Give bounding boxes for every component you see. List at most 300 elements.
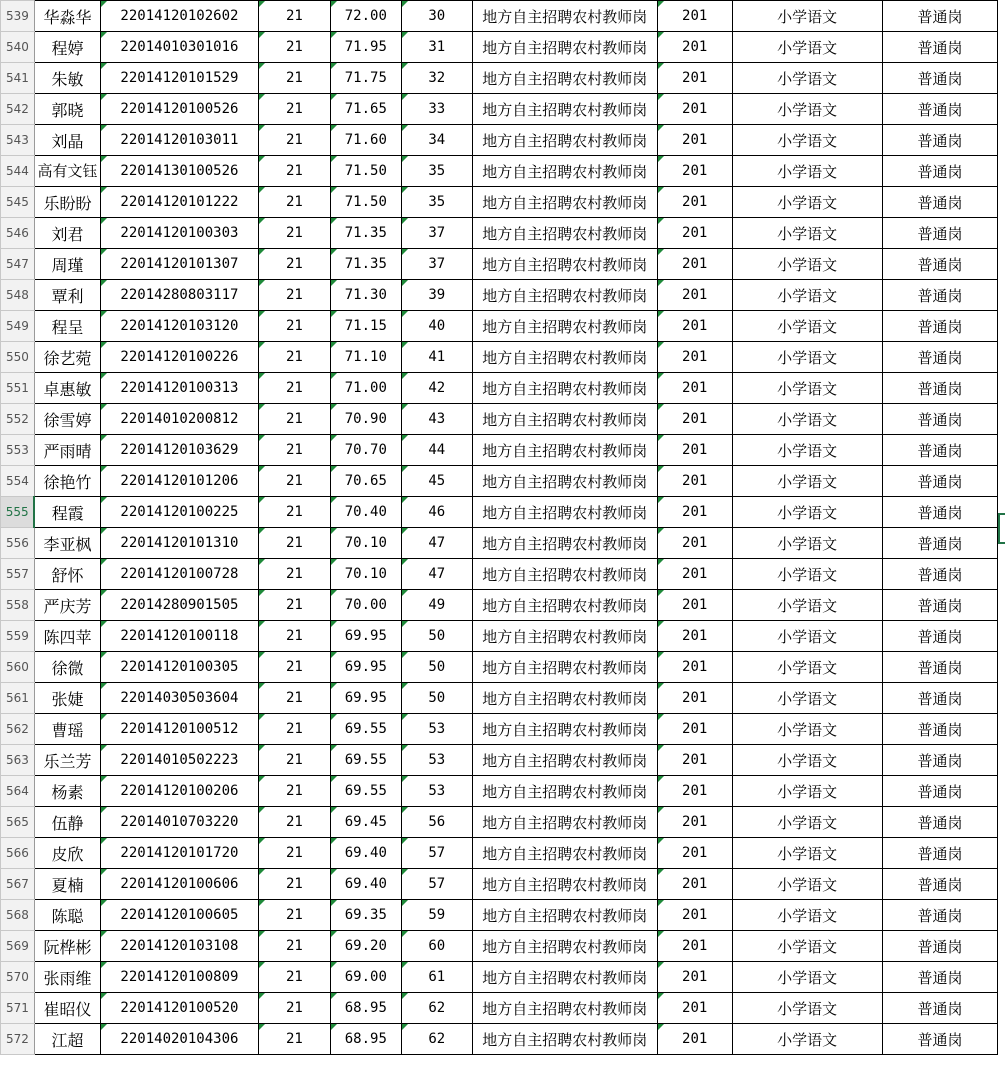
name-cell[interactable]: 严庆芳	[34, 590, 100, 621]
subject-cell[interactable]: 小学语文	[732, 869, 882, 900]
subject-cell[interactable]: 小学语文	[732, 94, 882, 125]
next-column-cell[interactable]	[998, 683, 1005, 714]
count-cell[interactable]: 21	[258, 528, 330, 559]
row-header[interactable]: 539	[1, 1, 35, 32]
exam-id-cell[interactable]: 22014120103629	[100, 435, 258, 466]
subject-cell[interactable]: 小学语文	[732, 218, 882, 249]
name-cell[interactable]: 张雨维	[34, 962, 100, 993]
post-cell[interactable]: 地方自主招聘农村教师岗	[472, 1024, 657, 1055]
count-cell[interactable]: 21	[258, 590, 330, 621]
post-type-cell[interactable]: 普通岗	[882, 218, 998, 249]
post-cell[interactable]: 地方自主招聘农村教师岗	[472, 497, 657, 528]
exam-id-cell[interactable]: 22014010703220	[100, 807, 258, 838]
rank-cell[interactable]: 41	[401, 342, 472, 373]
score-cell[interactable]: 69.95	[330, 621, 401, 652]
next-column-cell[interactable]	[998, 435, 1005, 466]
exam-id-cell[interactable]: 22014120100226	[100, 342, 258, 373]
post-code-cell[interactable]: 201	[657, 1024, 732, 1055]
post-type-cell[interactable]: 普通岗	[882, 125, 998, 156]
subject-cell[interactable]: 小学语文	[732, 807, 882, 838]
name-cell[interactable]: 覃利	[34, 280, 100, 311]
post-type-cell[interactable]: 普通岗	[882, 435, 998, 466]
count-cell[interactable]: 21	[258, 311, 330, 342]
post-cell[interactable]: 地方自主招聘农村教师岗	[472, 249, 657, 280]
rank-cell[interactable]: 60	[401, 931, 472, 962]
name-cell[interactable]: 徐微	[34, 652, 100, 683]
post-cell[interactable]: 地方自主招聘农村教师岗	[472, 404, 657, 435]
post-cell[interactable]: 地方自主招聘农村教师岗	[472, 373, 657, 404]
name-cell[interactable]: 朱敏	[34, 63, 100, 94]
next-column-cell[interactable]	[998, 342, 1005, 373]
post-type-cell[interactable]: 普通岗	[882, 559, 998, 590]
subject-cell[interactable]: 小学语文	[732, 900, 882, 931]
score-cell[interactable]: 71.30	[330, 280, 401, 311]
exam-id-cell[interactable]: 22014120101222	[100, 187, 258, 218]
post-code-cell[interactable]: 201	[657, 497, 732, 528]
score-cell[interactable]: 71.50	[330, 156, 401, 187]
subject-cell[interactable]: 小学语文	[732, 745, 882, 776]
name-cell[interactable]: 崔昭仪	[34, 993, 100, 1024]
rank-cell[interactable]: 46	[401, 497, 472, 528]
exam-id-cell[interactable]: 22014120101206	[100, 466, 258, 497]
row-header[interactable]: 567	[1, 869, 35, 900]
exam-id-cell[interactable]: 22014280901505	[100, 590, 258, 621]
post-cell[interactable]: 地方自主招聘农村教师岗	[472, 652, 657, 683]
rank-cell[interactable]: 44	[401, 435, 472, 466]
count-cell[interactable]: 21	[258, 745, 330, 776]
next-column-cell[interactable]	[998, 776, 1005, 807]
post-code-cell[interactable]: 201	[657, 63, 732, 94]
score-cell[interactable]: 71.60	[330, 125, 401, 156]
exam-id-cell[interactable]: 22014120100728	[100, 559, 258, 590]
name-cell[interactable]: 杨素	[34, 776, 100, 807]
post-code-cell[interactable]: 201	[657, 156, 732, 187]
post-code-cell[interactable]: 201	[657, 466, 732, 497]
post-code-cell[interactable]: 201	[657, 590, 732, 621]
post-type-cell[interactable]: 普通岗	[882, 187, 998, 218]
post-type-cell[interactable]: 普通岗	[882, 962, 998, 993]
post-code-cell[interactable]: 201	[657, 125, 732, 156]
next-column-cell[interactable]	[998, 869, 1005, 900]
count-cell[interactable]: 21	[258, 435, 330, 466]
post-cell[interactable]: 地方自主招聘农村教师岗	[472, 94, 657, 125]
post-cell[interactable]: 地方自主招聘农村教师岗	[472, 156, 657, 187]
exam-id-cell[interactable]: 22014120100305	[100, 652, 258, 683]
row-header[interactable]: 571	[1, 993, 35, 1024]
exam-id-cell[interactable]: 22014120101720	[100, 838, 258, 869]
score-cell[interactable]: 69.55	[330, 745, 401, 776]
count-cell[interactable]: 21	[258, 218, 330, 249]
count-cell[interactable]: 21	[258, 156, 330, 187]
name-cell[interactable]: 周瑾	[34, 249, 100, 280]
subject-cell[interactable]: 小学语文	[732, 838, 882, 869]
post-code-cell[interactable]: 201	[657, 993, 732, 1024]
count-cell[interactable]: 21	[258, 249, 330, 280]
post-code-cell[interactable]: 201	[657, 962, 732, 993]
post-cell[interactable]: 地方自主招聘农村教师岗	[472, 869, 657, 900]
count-cell[interactable]: 21	[258, 962, 330, 993]
next-column-cell[interactable]	[998, 993, 1005, 1024]
rank-cell[interactable]: 56	[401, 807, 472, 838]
post-code-cell[interactable]: 201	[657, 404, 732, 435]
score-cell[interactable]: 69.40	[330, 869, 401, 900]
exam-id-cell[interactable]: 22014120100118	[100, 621, 258, 652]
rank-cell[interactable]: 62	[401, 1024, 472, 1055]
post-code-cell[interactable]: 201	[657, 218, 732, 249]
rank-cell[interactable]: 35	[401, 156, 472, 187]
score-cell[interactable]: 69.35	[330, 900, 401, 931]
score-cell[interactable]: 70.65	[330, 466, 401, 497]
score-cell[interactable]: 70.00	[330, 590, 401, 621]
post-type-cell[interactable]: 普通岗	[882, 528, 998, 559]
next-column-cell[interactable]	[998, 125, 1005, 156]
name-cell[interactable]: 华淼华	[34, 1, 100, 32]
rank-cell[interactable]: 45	[401, 466, 472, 497]
subject-cell[interactable]: 小学语文	[732, 528, 882, 559]
exam-id-cell[interactable]: 22014010200812	[100, 404, 258, 435]
post-code-cell[interactable]: 201	[657, 1, 732, 32]
subject-cell[interactable]: 小学语文	[732, 1024, 882, 1055]
next-column-cell[interactable]	[998, 280, 1005, 311]
rank-cell[interactable]: 50	[401, 683, 472, 714]
subject-cell[interactable]: 小学语文	[732, 931, 882, 962]
name-cell[interactable]: 江超	[34, 1024, 100, 1055]
name-cell[interactable]: 陈聪	[34, 900, 100, 931]
next-column-cell[interactable]	[998, 156, 1005, 187]
score-cell[interactable]: 71.50	[330, 187, 401, 218]
count-cell[interactable]: 21	[258, 187, 330, 218]
post-code-cell[interactable]: 201	[657, 807, 732, 838]
name-cell[interactable]: 舒怀	[34, 559, 100, 590]
count-cell[interactable]: 21	[258, 32, 330, 63]
exam-id-cell[interactable]: 22014120100809	[100, 962, 258, 993]
score-cell[interactable]: 71.65	[330, 94, 401, 125]
post-type-cell[interactable]: 普通岗	[882, 714, 998, 745]
rank-cell[interactable]: 33	[401, 94, 472, 125]
post-type-cell[interactable]: 普通岗	[882, 404, 998, 435]
row-header[interactable]: 563	[1, 745, 35, 776]
post-type-cell[interactable]: 普通岗	[882, 869, 998, 900]
post-code-cell[interactable]: 201	[657, 621, 732, 652]
count-cell[interactable]: 21	[258, 776, 330, 807]
subject-cell[interactable]: 小学语文	[732, 435, 882, 466]
post-type-cell[interactable]: 普通岗	[882, 249, 998, 280]
name-cell[interactable]: 阮桦彬	[34, 931, 100, 962]
row-header[interactable]: 543	[1, 125, 35, 156]
post-cell[interactable]: 地方自主招聘农村教师岗	[472, 745, 657, 776]
score-cell[interactable]: 70.70	[330, 435, 401, 466]
subject-cell[interactable]: 小学语文	[732, 962, 882, 993]
count-cell[interactable]: 21	[258, 993, 330, 1024]
count-cell[interactable]: 21	[258, 652, 330, 683]
next-column-cell[interactable]	[998, 652, 1005, 683]
score-cell[interactable]: 71.00	[330, 373, 401, 404]
subject-cell[interactable]: 小学语文	[732, 311, 882, 342]
row-header[interactable]: 553	[1, 435, 35, 466]
subject-cell[interactable]: 小学语文	[732, 32, 882, 63]
score-cell[interactable]: 69.20	[330, 931, 401, 962]
post-code-cell[interactable]: 201	[657, 94, 732, 125]
post-cell[interactable]: 地方自主招聘农村教师岗	[472, 466, 657, 497]
post-type-cell[interactable]: 普通岗	[882, 838, 998, 869]
name-cell[interactable]: 陈四苹	[34, 621, 100, 652]
exam-id-cell[interactable]: 22014120101529	[100, 63, 258, 94]
row-header[interactable]: 542	[1, 94, 35, 125]
row-header[interactable]: 550	[1, 342, 35, 373]
post-cell[interactable]: 地方自主招聘农村教师岗	[472, 32, 657, 63]
subject-cell[interactable]: 小学语文	[732, 1, 882, 32]
exam-id-cell[interactable]: 22014120103108	[100, 931, 258, 962]
row-header[interactable]: 561	[1, 683, 35, 714]
post-type-cell[interactable]: 普通岗	[882, 683, 998, 714]
next-column-cell[interactable]	[998, 373, 1005, 404]
exam-id-cell[interactable]: 22014020104306	[100, 1024, 258, 1055]
name-cell[interactable]: 徐雪婷	[34, 404, 100, 435]
post-type-cell[interactable]: 普通岗	[882, 807, 998, 838]
name-cell[interactable]: 程霞	[34, 497, 100, 528]
score-cell[interactable]: 71.35	[330, 218, 401, 249]
row-header[interactable]: 546	[1, 218, 35, 249]
rank-cell[interactable]: 59	[401, 900, 472, 931]
row-header[interactable]: 557	[1, 559, 35, 590]
post-code-cell[interactable]: 201	[657, 528, 732, 559]
row-header[interactable]: 549	[1, 311, 35, 342]
rank-cell[interactable]: 62	[401, 993, 472, 1024]
exam-id-cell[interactable]: 22014010301016	[100, 32, 258, 63]
next-column-cell[interactable]	[998, 559, 1005, 590]
score-cell[interactable]: 69.55	[330, 714, 401, 745]
post-code-cell[interactable]: 201	[657, 559, 732, 590]
rank-cell[interactable]: 34	[401, 125, 472, 156]
next-column-cell[interactable]	[998, 187, 1005, 218]
post-cell[interactable]: 地方自主招聘农村教师岗	[472, 125, 657, 156]
post-cell[interactable]: 地方自主招聘农村教师岗	[472, 559, 657, 590]
post-code-cell[interactable]: 201	[657, 187, 732, 218]
count-cell[interactable]: 21	[258, 559, 330, 590]
post-type-cell[interactable]: 普通岗	[882, 590, 998, 621]
exam-id-cell[interactable]: 22014120100313	[100, 373, 258, 404]
score-cell[interactable]: 68.95	[330, 993, 401, 1024]
count-cell[interactable]: 21	[258, 869, 330, 900]
rank-cell[interactable]: 53	[401, 776, 472, 807]
rank-cell[interactable]: 50	[401, 652, 472, 683]
name-cell[interactable]: 刘晶	[34, 125, 100, 156]
row-header[interactable]: 565	[1, 807, 35, 838]
exam-id-cell[interactable]: 22014120103011	[100, 125, 258, 156]
subject-cell[interactable]: 小学语文	[732, 404, 882, 435]
exam-id-cell[interactable]: 22014120100606	[100, 869, 258, 900]
rank-cell[interactable]: 53	[401, 714, 472, 745]
post-type-cell[interactable]: 普通岗	[882, 931, 998, 962]
count-cell[interactable]: 21	[258, 342, 330, 373]
row-header[interactable]: 562	[1, 714, 35, 745]
post-cell[interactable]: 地方自主招聘农村教师岗	[472, 900, 657, 931]
post-cell[interactable]: 地方自主招聘农村教师岗	[472, 776, 657, 807]
score-cell[interactable]: 70.90	[330, 404, 401, 435]
rank-cell[interactable]: 57	[401, 869, 472, 900]
score-cell[interactable]: 71.35	[330, 249, 401, 280]
row-header[interactable]: 552	[1, 404, 35, 435]
count-cell[interactable]: 21	[258, 900, 330, 931]
row-header[interactable]: 548	[1, 280, 35, 311]
count-cell[interactable]: 21	[258, 404, 330, 435]
post-type-cell[interactable]: 普通岗	[882, 993, 998, 1024]
score-cell[interactable]: 69.95	[330, 683, 401, 714]
next-column-cell[interactable]	[998, 745, 1005, 776]
subject-cell[interactable]: 小学语文	[732, 373, 882, 404]
post-type-cell[interactable]: 普通岗	[882, 900, 998, 931]
subject-cell[interactable]: 小学语文	[732, 590, 882, 621]
next-column-cell[interactable]	[998, 94, 1005, 125]
name-cell[interactable]: 曹瑶	[34, 714, 100, 745]
post-cell[interactable]: 地方自主招聘农村教师岗	[472, 683, 657, 714]
next-column-cell[interactable]	[998, 249, 1005, 280]
row-header[interactable]: 554	[1, 466, 35, 497]
post-type-cell[interactable]: 普通岗	[882, 373, 998, 404]
subject-cell[interactable]: 小学语文	[732, 497, 882, 528]
rank-cell[interactable]: 53	[401, 745, 472, 776]
exam-id-cell[interactable]: 22014120100526	[100, 94, 258, 125]
post-code-cell[interactable]: 201	[657, 714, 732, 745]
post-cell[interactable]: 地方自主招聘农村教师岗	[472, 528, 657, 559]
post-code-cell[interactable]: 201	[657, 32, 732, 63]
exam-id-cell[interactable]: 22014120102602	[100, 1, 258, 32]
score-cell[interactable]: 69.95	[330, 652, 401, 683]
row-header[interactable]: 556	[1, 528, 35, 559]
subject-cell[interactable]: 小学语文	[732, 559, 882, 590]
post-cell[interactable]: 地方自主招聘农村教师岗	[472, 187, 657, 218]
subject-cell[interactable]: 小学语文	[732, 187, 882, 218]
count-cell[interactable]: 21	[258, 714, 330, 745]
name-cell[interactable]: 刘君	[34, 218, 100, 249]
post-type-cell[interactable]: 普通岗	[882, 745, 998, 776]
score-cell[interactable]: 70.40	[330, 497, 401, 528]
rank-cell[interactable]: 31	[401, 32, 472, 63]
rank-cell[interactable]: 50	[401, 621, 472, 652]
exam-id-cell[interactable]: 22014120100225	[100, 497, 258, 528]
count-cell[interactable]: 21	[258, 94, 330, 125]
exam-id-cell[interactable]: 22014010502223	[100, 745, 258, 776]
name-cell[interactable]: 郭晓	[34, 94, 100, 125]
rank-cell[interactable]: 37	[401, 249, 472, 280]
post-code-cell[interactable]: 201	[657, 838, 732, 869]
row-header[interactable]: 570	[1, 962, 35, 993]
subject-cell[interactable]: 小学语文	[732, 621, 882, 652]
rank-cell[interactable]: 37	[401, 218, 472, 249]
row-header[interactable]: 572	[1, 1024, 35, 1055]
next-column-cell[interactable]	[998, 404, 1005, 435]
post-code-cell[interactable]: 201	[657, 683, 732, 714]
post-type-cell[interactable]: 普通岗	[882, 1, 998, 32]
count-cell[interactable]: 21	[258, 807, 330, 838]
subject-cell[interactable]: 小学语文	[732, 466, 882, 497]
rank-cell[interactable]: 57	[401, 838, 472, 869]
count-cell[interactable]: 21	[258, 1, 330, 32]
rank-cell[interactable]: 40	[401, 311, 472, 342]
subject-cell[interactable]: 小学语文	[732, 776, 882, 807]
name-cell[interactable]: 乐兰芳	[34, 745, 100, 776]
post-type-cell[interactable]: 普通岗	[882, 1024, 998, 1055]
post-code-cell[interactable]: 201	[657, 745, 732, 776]
exam-id-cell[interactable]: 22014030503604	[100, 683, 258, 714]
row-header[interactable]: 551	[1, 373, 35, 404]
post-code-cell[interactable]: 201	[657, 900, 732, 931]
post-type-cell[interactable]: 普通岗	[882, 156, 998, 187]
score-cell[interactable]: 69.55	[330, 776, 401, 807]
rank-cell[interactable]: 43	[401, 404, 472, 435]
next-column-cell[interactable]	[998, 838, 1005, 869]
count-cell[interactable]: 21	[258, 373, 330, 404]
name-cell[interactable]: 程呈	[34, 311, 100, 342]
name-cell[interactable]: 徐艺菀	[34, 342, 100, 373]
next-column-cell[interactable]	[998, 807, 1005, 838]
score-cell[interactable]: 72.00	[330, 1, 401, 32]
name-cell[interactable]: 徐艳竹	[34, 466, 100, 497]
count-cell[interactable]: 21	[258, 497, 330, 528]
count-cell[interactable]: 21	[258, 621, 330, 652]
subject-cell[interactable]: 小学语文	[732, 342, 882, 373]
post-cell[interactable]: 地方自主招聘农村教师岗	[472, 218, 657, 249]
count-cell[interactable]: 21	[258, 1024, 330, 1055]
name-cell[interactable]: 李亚枫	[34, 528, 100, 559]
name-cell[interactable]: 卓惠敏	[34, 373, 100, 404]
post-type-cell[interactable]: 普通岗	[882, 32, 998, 63]
next-column-cell[interactable]	[998, 900, 1005, 931]
post-type-cell[interactable]: 普通岗	[882, 497, 998, 528]
post-type-cell[interactable]: 普通岗	[882, 311, 998, 342]
name-cell[interactable]: 乐盼盼	[34, 187, 100, 218]
post-cell[interactable]: 地方自主招聘农村教师岗	[472, 962, 657, 993]
post-cell[interactable]: 地方自主招聘农村教师岗	[472, 280, 657, 311]
post-type-cell[interactable]: 普通岗	[882, 280, 998, 311]
row-header[interactable]: 566	[1, 838, 35, 869]
rank-cell[interactable]: 47	[401, 528, 472, 559]
post-code-cell[interactable]: 201	[657, 311, 732, 342]
subject-cell[interactable]: 小学语文	[732, 280, 882, 311]
subject-cell[interactable]: 小学语文	[732, 683, 882, 714]
count-cell[interactable]: 21	[258, 931, 330, 962]
score-cell[interactable]: 71.95	[330, 32, 401, 63]
post-cell[interactable]: 地方自主招聘农村教师岗	[472, 714, 657, 745]
name-cell[interactable]: 严雨晴	[34, 435, 100, 466]
post-code-cell[interactable]: 201	[657, 869, 732, 900]
next-column-cell[interactable]	[998, 311, 1005, 342]
exam-id-cell[interactable]: 22014120100512	[100, 714, 258, 745]
subject-cell[interactable]: 小学语文	[732, 125, 882, 156]
score-cell[interactable]: 70.10	[330, 528, 401, 559]
rank-cell[interactable]: 30	[401, 1, 472, 32]
post-cell[interactable]: 地方自主招聘农村教师岗	[472, 311, 657, 342]
row-header[interactable]: 564	[1, 776, 35, 807]
post-type-cell[interactable]: 普通岗	[882, 63, 998, 94]
score-cell[interactable]: 69.00	[330, 962, 401, 993]
post-cell[interactable]: 地方自主招聘农村教师岗	[472, 993, 657, 1024]
rank-cell[interactable]: 47	[401, 559, 472, 590]
exam-id-cell[interactable]: 22014120100303	[100, 218, 258, 249]
exam-id-cell[interactable]: 22014120100206	[100, 776, 258, 807]
score-cell[interactable]: 71.10	[330, 342, 401, 373]
post-type-cell[interactable]: 普通岗	[882, 94, 998, 125]
post-code-cell[interactable]: 201	[657, 931, 732, 962]
post-code-cell[interactable]: 201	[657, 373, 732, 404]
next-column-cell[interactable]	[998, 32, 1005, 63]
exam-id-cell[interactable]: 22014280803117	[100, 280, 258, 311]
row-header[interactable]: 558	[1, 590, 35, 621]
score-cell[interactable]: 71.15	[330, 311, 401, 342]
rank-cell[interactable]: 35	[401, 187, 472, 218]
next-column-cell[interactable]	[998, 63, 1005, 94]
next-column-cell[interactable]	[998, 466, 1005, 497]
